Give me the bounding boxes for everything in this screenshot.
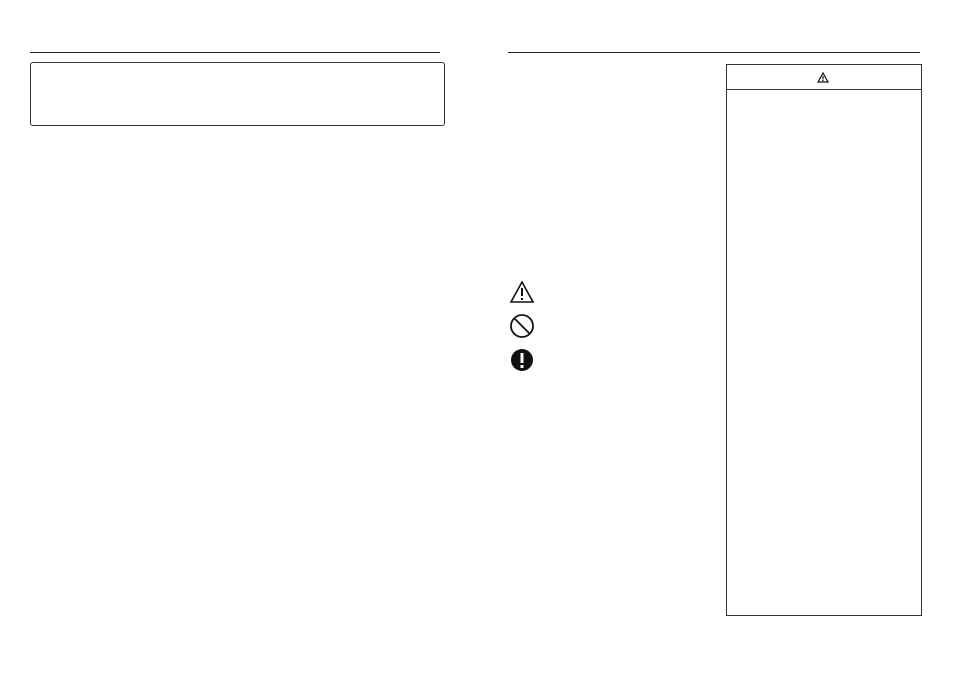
symbol-row-warning xyxy=(509,280,711,309)
symbol-row-prohibition xyxy=(509,313,711,344)
warning-triangle-icon xyxy=(817,72,829,83)
warning-triangle-icon xyxy=(509,280,539,309)
title-rule-right xyxy=(508,52,920,53)
toc-summary-box xyxy=(30,62,445,126)
title-rule-left xyxy=(30,52,440,53)
mandatory-exclamation-icon xyxy=(509,347,539,378)
symbol-row-mandatory xyxy=(509,347,711,378)
warning-box-header xyxy=(727,65,921,90)
warning-box xyxy=(726,64,922,616)
prohibition-circle-icon xyxy=(509,313,539,344)
